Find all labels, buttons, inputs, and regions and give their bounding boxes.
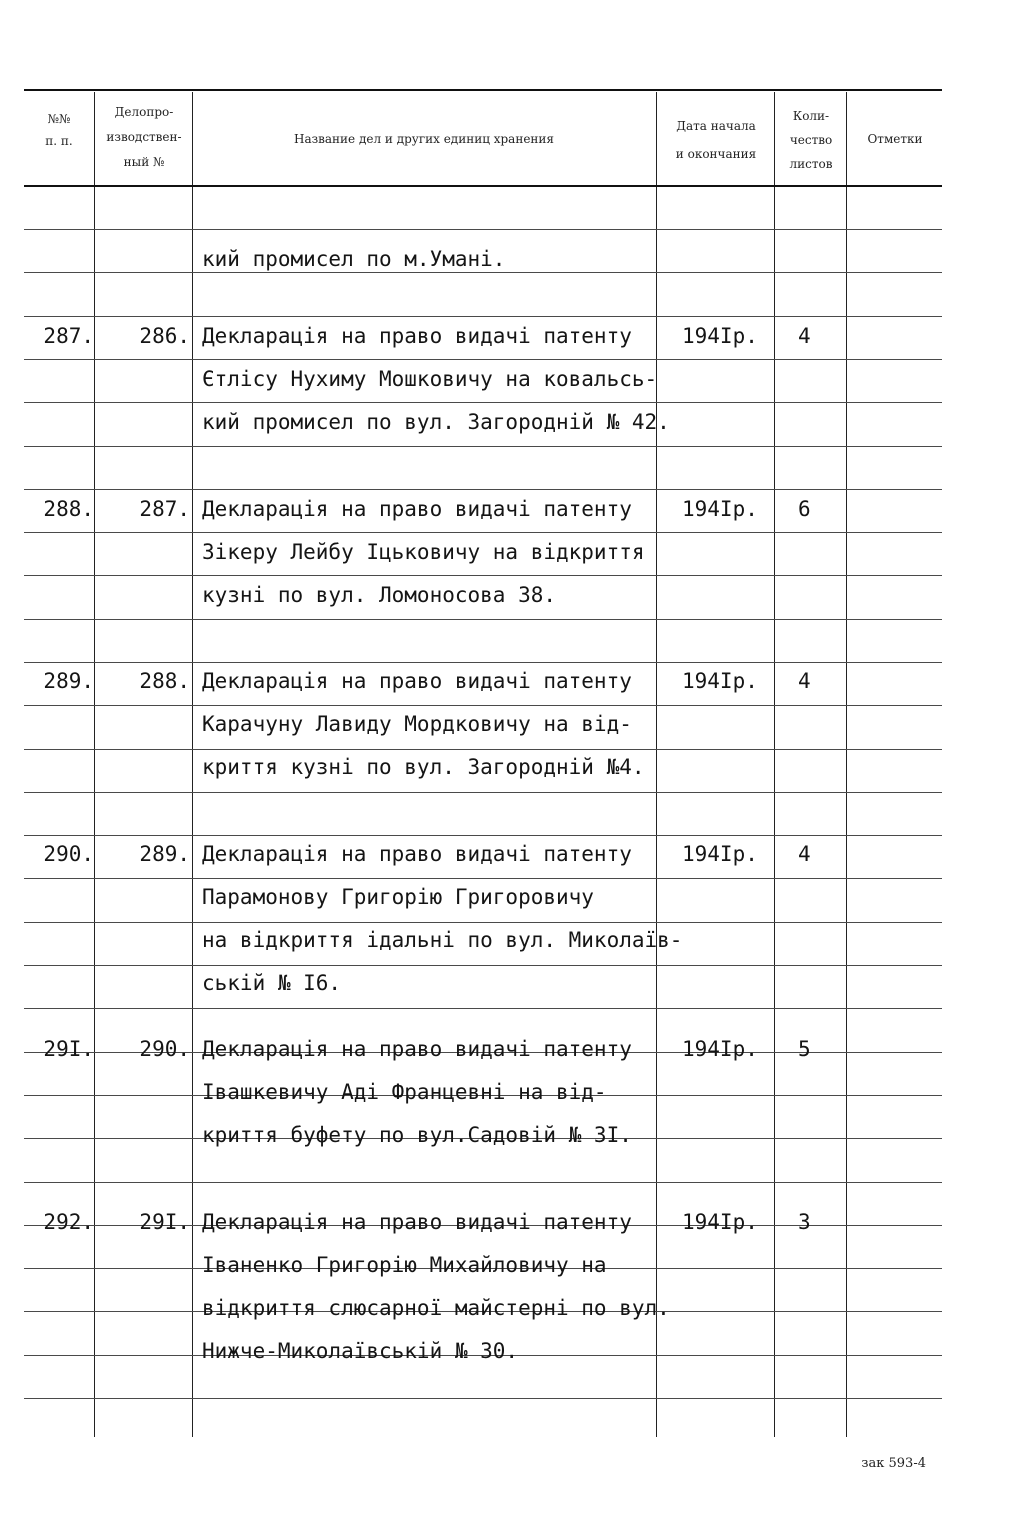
title-line: Декларація на право видачі патенту [202, 324, 632, 348]
header-col-dates: Дата начала и окончания [675, 119, 757, 161]
top-rule [24, 89, 942, 91]
column-divider [192, 92, 193, 1437]
header-col-office-num: Делопро- изводствен- ный № [106, 105, 182, 169]
record-number: 290. [43, 842, 94, 866]
ruled-line [24, 619, 942, 620]
sheet-count: 4 [798, 669, 811, 693]
title-line: Нижче-Миколаївській № 30. [202, 1339, 519, 1363]
record-number: 287. [43, 324, 94, 348]
ruled-line [24, 965, 942, 966]
column-divider [846, 92, 847, 1437]
office-number: 29I. [139, 1210, 190, 1234]
column-divider [94, 92, 95, 1437]
title-line: Карачуну Лавиду Мордковичу на від- [202, 712, 632, 736]
header-rule [24, 185, 942, 187]
sheet-count: 3 [798, 1210, 811, 1234]
title-line: Декларація на право видачі патенту [202, 669, 632, 693]
header-col-sheets: Коли- чество листов [789, 109, 833, 171]
title-line: кий промисел по вул. Загородній № 42. [202, 410, 670, 434]
column-divider [656, 92, 657, 1437]
print-order-number: зак 593-4 [861, 1456, 926, 1471]
title-line: Декларація на право видачі патенту [202, 1037, 632, 1061]
sheet-count: 4 [798, 324, 811, 348]
office-number: 288. [139, 669, 190, 693]
ruled-line [24, 316, 942, 317]
ruled-line [24, 705, 942, 706]
office-number: 290. [139, 1037, 190, 1061]
record-number: 289. [43, 669, 94, 693]
title-line: ській № I6. [202, 971, 342, 995]
title-line: Єтлісу Нухиму Мошковичу на ковальсь- [202, 367, 658, 391]
title-line: Декларація на право видачі патенту [202, 497, 632, 521]
ruled-line [24, 532, 942, 533]
title-line: Іваненко Григорію Михайловичу на [202, 1253, 607, 1277]
ruled-line [24, 1008, 942, 1009]
ruled-line [24, 229, 942, 230]
date-range: 194Iр. [682, 669, 758, 693]
title-line: Декларація на право видачі патенту [202, 842, 632, 866]
ruled-line [24, 1182, 942, 1183]
date-range: 194Iр. [682, 497, 758, 521]
title-line: криття буфету по вул.Садовій № 3I. [202, 1123, 632, 1147]
date-range: 194Iр. [682, 1037, 758, 1061]
ruled-line [24, 359, 942, 360]
sheet-count: 6 [798, 497, 811, 521]
header-col-title: Название дел и других единиц хранения [293, 132, 554, 146]
ruled-line [24, 749, 942, 750]
ruled-line [24, 922, 942, 923]
date-range: 194Iр. [682, 1210, 758, 1234]
office-number: 286. [139, 324, 190, 348]
ruled-line [24, 575, 942, 576]
title-line: Зікеру Лейбу Іцьковичу на відкриття [202, 540, 645, 564]
office-number: 289. [139, 842, 190, 866]
header-col-notes: Отметки [867, 132, 923, 146]
sheet-count: 4 [798, 842, 811, 866]
record-number: 288. [43, 497, 94, 521]
title-line: криття кузні по вул. Загородній №4. [202, 755, 645, 779]
title-line: Декларація на право видачі патенту [202, 1210, 632, 1234]
office-number: 287. [139, 497, 190, 521]
ruled-line [24, 1398, 942, 1399]
title-line: Івашкевичу Аді Францевні на від- [202, 1080, 607, 1104]
column-divider [774, 92, 775, 1437]
continuation-text: кий промисел по м.Умані. [202, 247, 506, 271]
ruled-line [24, 878, 942, 879]
date-range: 194Iр. [682, 842, 758, 866]
title-line: Парамонову Григорію Григоровичу [202, 885, 594, 909]
date-range: 194Iр. [682, 324, 758, 348]
ruled-line [24, 835, 942, 836]
record-number: 292. [43, 1210, 94, 1234]
ruled-line [24, 662, 942, 663]
ruled-line [24, 792, 942, 793]
title-line: кузні по вул. Ломоносова 38. [202, 583, 557, 607]
sheet-count: 5 [798, 1037, 811, 1061]
ruled-line [24, 402, 942, 403]
ruled-line [24, 489, 942, 490]
record-number: 29I. [43, 1037, 94, 1061]
header-col-num: №№ п. п. [45, 112, 73, 148]
title-line: відкриття слюсарної майстерні по вул. [202, 1296, 670, 1320]
ruled-line [24, 446, 942, 447]
title-line: на відкриття ідальні по вул. Миколаїв- [202, 928, 683, 952]
ruled-line [24, 272, 942, 273]
